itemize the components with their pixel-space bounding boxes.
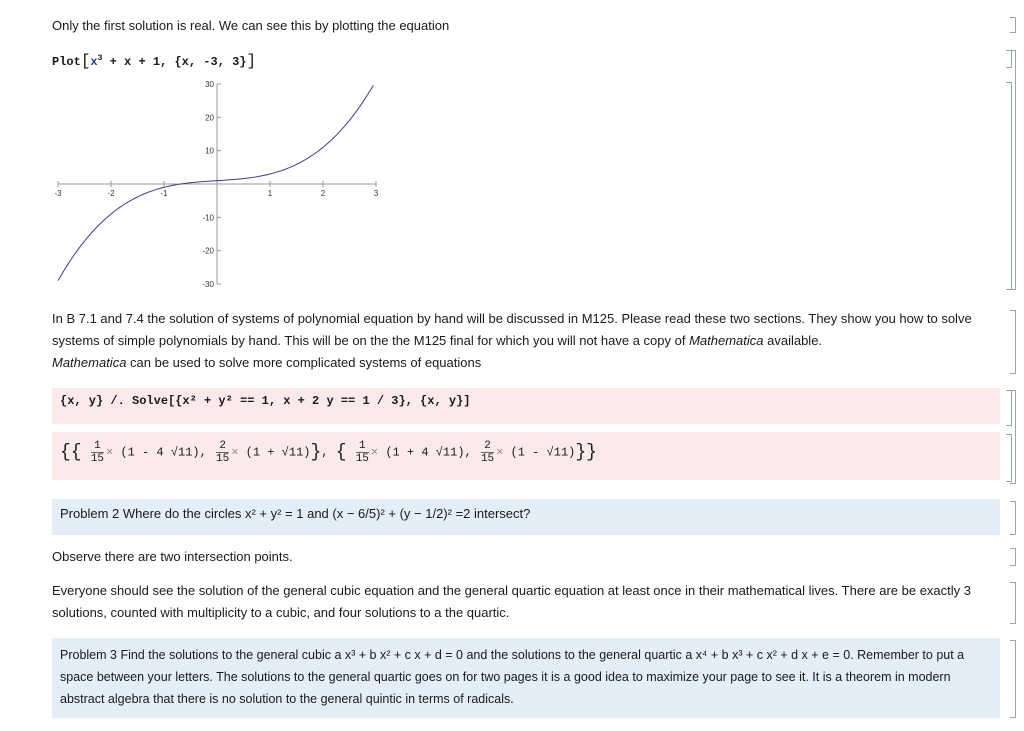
radical-term: (1 + √11) <box>245 445 311 460</box>
cell-bracket[interactable] <box>1010 548 1016 566</box>
plot-expr-rest: + x + 1, <box>109 55 168 69</box>
x-tick-label: 3 <box>373 189 379 198</box>
fraction: $\frac{2}{15}$ <box>480 440 495 465</box>
problem-2-text: Problem 2 Where do the circles x² + y² = 1 and (x − 6/5)² + (y − 1/2)² =2 intersect? <box>60 506 531 521</box>
y-tick-label: -20 <box>202 246 214 256</box>
problem-2-cell[interactable] <box>52 499 1000 535</box>
x-tick-label: 1 <box>267 189 273 198</box>
observe-text: Observe there are two intersection points. <box>52 549 293 564</box>
problem-3-text <box>60 644 964 710</box>
paragraph-line: Everyone should see the solution of the general cubic equation and the general quartic equation at least once in their mathematical lives. There are be exactly 3 <box>52 583 972 598</box>
y-tick-label: -10 <box>202 213 214 223</box>
cell-bracket[interactable] <box>1010 501 1016 535</box>
plot-range: {x, -3, 3} <box>174 55 247 69</box>
radical-term: (1 - 4 √11) <box>120 445 200 460</box>
radical-term: (1 + 4 √11) <box>385 445 465 460</box>
solve-input-cell[interactable] <box>52 388 1000 424</box>
cell-bracket[interactable] <box>1010 310 1016 374</box>
cell-bracket[interactable] <box>1010 17 1016 33</box>
fraction: $\frac{1}{15}$ <box>90 440 105 465</box>
paragraph-line <box>52 330 972 352</box>
y-tick-label: 20 <box>205 113 214 123</box>
cell-bracket[interactable] <box>1010 640 1016 718</box>
mathematica-text: Mathematica <box>689 333 764 348</box>
mathematica-text: Mathematica <box>52 355 127 370</box>
solve-command: {x, y} /. Solve[{x² + y² == 1, x + 2 y == 1 / 3}, {x, y}] <box>60 394 471 408</box>
output-bracket[interactable] <box>1006 434 1012 482</box>
paragraph-line: abstract algebra that there is no solution to the general quintic in terms of radicals. <box>60 692 514 706</box>
x-tick-label: -3 <box>54 189 62 198</box>
paragraph-line: In B 7.1 and 7.4 the solution of systems of polynomial equation by hand will be discussed in M125. Please read these two sections. They show you how to solve <box>52 311 972 326</box>
fraction: $\frac{2}{15}$ <box>216 440 230 465</box>
x-tick-label: -2 <box>107 189 115 198</box>
fraction: $\frac{1}{15}$ <box>355 440 369 465</box>
x-tick-label: -1 <box>160 189 168 198</box>
paragraph-text: systems of simple polynomials by hand. This will be on the the M125 final for which you will not have a copy of <box>52 333 690 348</box>
plot-var: x <box>90 55 98 69</box>
output-bracket[interactable] <box>1006 82 1012 290</box>
problem-3-cell[interactable] <box>52 638 1000 718</box>
paragraph-line: Problem 3 Find the solutions to the general cubic a x³ + b x² + c x + d = 0 and the solutions to the general quartic a x⁴ + b x³ + c x² + d x + e = 0. Remember to put a <box>60 648 965 662</box>
cell-bracket[interactable] <box>1010 582 1016 624</box>
paragraph-line: solutions, counted with multiplicity to a cubic, and four solutions to a the quartic. <box>52 605 510 620</box>
paragraph-line <box>52 352 972 374</box>
plot-function-name: Plot <box>52 55 81 69</box>
x-tick-label: 2 <box>320 189 326 198</box>
paragraph-text: available. <box>763 333 823 348</box>
y-tick-label: 10 <box>205 146 214 156</box>
paragraph-line: space between your letters. The solutions to the general quartic goes on for two pages it is a good idea to maximize your page to see it. It is a theorem in modern <box>60 670 951 684</box>
series-line <box>58 85 373 280</box>
paragraph-systems <box>52 308 972 374</box>
solve-output-cell[interactable] <box>52 432 1000 480</box>
y-tick-label: 30 <box>205 80 214 89</box>
plot-exponent: 3 <box>97 54 103 63</box>
radical-term: (1 - √11) <box>510 445 576 460</box>
paragraph-cubic <box>52 580 971 624</box>
paragraph-text: can be used to solve more complicated systems of equations <box>126 355 482 370</box>
plot-input-cell[interactable]: $Plot[x^3 + x + 1$, {x, -3, 3}] <box>52 52 257 70</box>
y-tick-label: -30 <box>202 280 214 289</box>
solve-result: {{ $\frac{1}{15}$ × (1 - 4 √11), $\frac{2}{15}$ × (1 + √11)}, { $\frac{1}{15}$ × (1 + 4 √11), $\frac{2}{15}$ × (1 - √11)}} <box>60 440 597 465</box>
cubic-plot <box>52 78 392 288</box>
intro-text: Only the first solution is real. We can see this by plotting the equation <box>52 18 450 33</box>
